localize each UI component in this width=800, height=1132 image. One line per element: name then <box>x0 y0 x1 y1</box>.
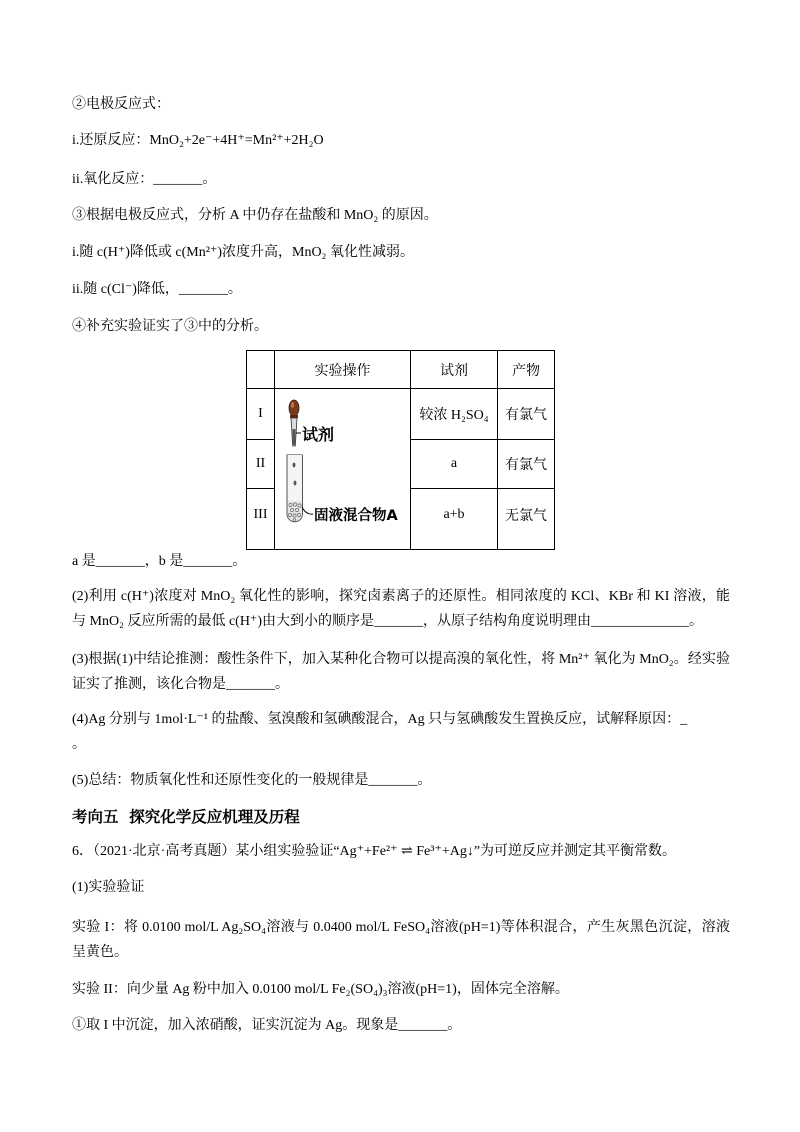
row-product: 有氯气 <box>498 440 555 489</box>
header-reagent: 试剂 <box>411 351 498 389</box>
question-6-sub-1: ①取 I 中沉淀，加入浓硝酸，证实沉淀为 Ag。现象是_______。 <box>72 1018 462 1033</box>
oxidation-reaction-line: ii.氧化反应：_______。 <box>72 172 217 187</box>
supplement-experiment-line: ④补充实验证实了③中的分析。 <box>72 319 268 334</box>
question-3-line-1: (3)根据(1)中结论推测：酸性条件下，加入某种化合物可以提高溴的氧化性，将 Mn²⁺ 氧化为 MnO₂。经实验 <box>72 652 730 667</box>
section-heading: 考向五 探究化学反应机理及历程 <box>72 808 300 826</box>
row-label: II <box>247 440 275 489</box>
bulb-highlight <box>291 402 294 408</box>
dropper-liquid <box>293 429 296 445</box>
question-6-part-1-title: (1)实验验证 <box>72 880 145 895</box>
table-header-row <box>247 351 555 389</box>
experiment-2-line: 实验 II：向少量 Ag 粉中加入 0.0100 mol/L Fe₂(SO₄)₃溶液(pH=1)，固体完全溶解。 <box>72 982 569 997</box>
row-product: 有氯气 <box>498 389 555 440</box>
question-4-line-2: 。 <box>72 737 86 752</box>
experiment-table <box>246 350 555 550</box>
reason-ii-line: ii.随 c(Cl⁻)降低，_______。 <box>72 282 242 297</box>
row-product: 无氯气 <box>498 489 555 550</box>
question-2-line-2: 与 MnO₂ 反应所需的最低 c(H⁺)由大到小的顺序是_______，从原子结构角度说明理由______________。 <box>72 614 703 629</box>
reason-i-line: i.随 c(H⁺)降低或 c(Mn²⁺)浓度升高，MnO₂ 氧化性减弱。 <box>72 245 414 260</box>
question-3-line-2: 证实了推测，该化合物是_______。 <box>72 677 289 692</box>
experiment-1-line-1: 实验 I：将 0.0100 mol/L Ag₂SO₄溶液与 0.0400 mol/L FeSO₄溶液(pH=1)等体积混合，产生灰黑色沉淀，溶液 <box>72 920 730 935</box>
row-label: I <box>247 389 275 440</box>
answer-ab-line: a 是_______，b 是_______。 <box>72 554 247 569</box>
mixture-label-pointer <box>302 507 313 514</box>
question-4-line-1: (4)Ag 分别与 1mol·L⁻¹ 的盐酸、氢溴酸和氢碘酸混合，Ag 只与氢碘酸发生置换反应，试解释原因：_ <box>72 712 688 727</box>
dropper-test-tube-illustration <box>275 389 409 545</box>
falling-drop <box>294 481 297 486</box>
row-reagent: a <box>411 440 498 489</box>
experiment-1-line-2: 呈黄色。 <box>72 945 128 960</box>
row-reagent: a+b <box>411 489 498 550</box>
question-2-line-1: (2)利用 c(H⁺)浓度对 MnO₂ 氧化性的影响，探究卤素离子的还原性。相同浓度的 KCl、KBr 和 KI 溶液，能 <box>72 589 730 604</box>
dropper-label: 试剂 <box>302 425 335 444</box>
question-5-line: (5)总结：物质氧化性和还原性变化的一般规律是_______。 <box>72 773 432 788</box>
table-row <box>247 389 555 440</box>
falling-drop <box>293 463 296 468</box>
row-reagent: 较浓 H₂SO₄ <box>411 389 498 440</box>
reduction-reaction-line: i.还原反应：MnO₂+2e⁻+4H⁺=Mn²⁺+2H₂O <box>72 133 324 148</box>
electrode-reaction-heading: ②电极反应式： <box>72 97 170 112</box>
question-6-stem: 6．（2021·北京·高考真题）某小组实验验证“Ag⁺+Fe²⁺ ⇌ Fe³⁺+Ag↓”为可逆反应并测定其平衡常数。 <box>72 844 677 859</box>
row-label: III <box>247 489 275 550</box>
apparatus-figure-cell <box>275 389 411 550</box>
analysis-prompt: ③根据电极反应式，分析 A 中仍存在盐酸和 MnO₂ 的原因。 <box>72 208 438 223</box>
mixture-label: 固液混合物A <box>314 508 398 524</box>
dropper-bulb-icon <box>289 400 299 416</box>
header-operation: 实验操作 <box>275 351 411 389</box>
header-cell-blank <box>247 351 275 389</box>
header-product: 产物 <box>498 351 555 389</box>
dropper-collar <box>290 415 298 418</box>
